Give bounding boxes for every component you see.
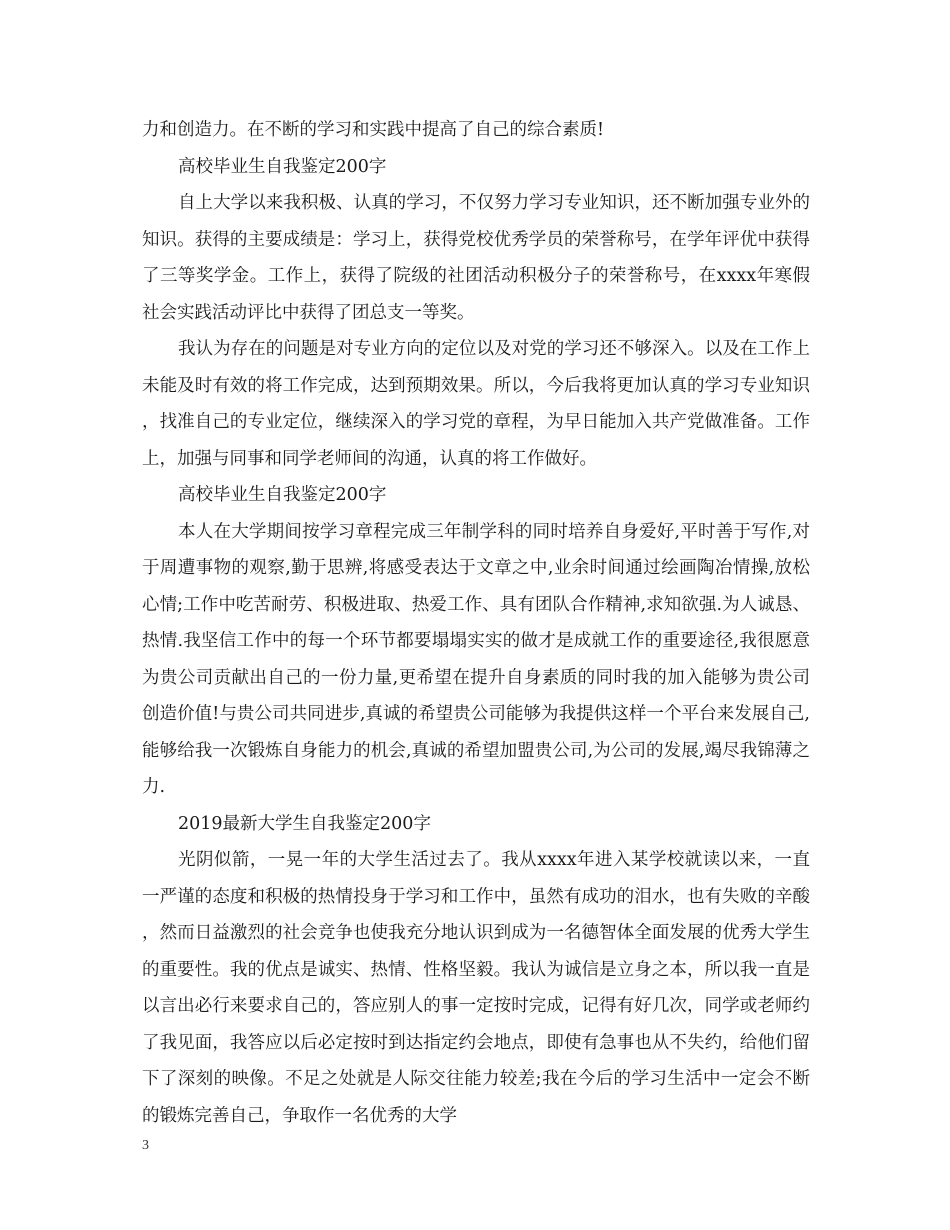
section-heading: 2019最新大学生自我鉴定200字 (178, 813, 431, 834)
section-heading: 高校毕业生自我鉴定200字 (178, 156, 387, 177)
section-heading: 高校毕业生自我鉴定200字 (178, 485, 387, 505)
page-number: 3 (142, 1138, 149, 1153)
document-body (142, 112, 810, 1134)
paragraph: 自上大学以来我积极、认真的学习，不仅努力学习专业知识，还不断加强专业外的知识。获得的主要成绩是：学习上，获得党校优秀学员的荣誉称号，在学年评优中获得了三等奖学金。工作上，获得了院级的社团活动积极分子的荣誉称号，在xxxx年寒假社会实践活动评比中获得了团总支一等奖。 (142, 193, 810, 323)
paragraph: 本人在大学期间按学习章程完成三年制学科的同时培养自身爱好,平时善于写作,对于周遭事物的观察,勤于思辨,将感受表达于文章之中,业余时间通过绘画陶冶情操,放松心情;工作中吃苦耐劳、积极进取、热爱工作、具有团队合作精神,求知欲强.为人诚恳、热情.我坚信工作中的每一个环节都要塌塌实实的做才是成就工作的重要途径,我很愿意为贵公司贡献出自己的一份力量,更希望在提升自身素质的同时我的加入能够为贵公司创造价值!与贵公司共同进步,真诚的希望贵公司能够为我提供这样一个平台来发展自己,能够给我一次锻炼自身能力的机会,真诚的希望加盟贵公司,为公司的发展,竭尽我锦薄之力. (142, 521, 810, 797)
paragraph-continuation: 力和创造力。在不断的学习和实践中提高了自己的综合素质! (142, 120, 605, 140)
paragraph: 光阴似箭，一晃一年的大学生活过去了。我从xxxx年进入某学校就读以来，一直一严谨的态度和积极的热情投身于学习和工作中，虽然有成功的泪水，也有失败的辛酸，然而日益激烈的社会竞争也使我充分地认识到成为一名德智体全面发展的优秀大学生的重要性。我的优点是诚实、热情、性格坚毅。我认为诚信是立身之本，所以我一直是以言出必行来要求自己的，答应别人的事一定按时完成，记得有好几次，同学或老师约了我见面，我答应以后必定按时到达指定约会地点，即使有急事也从不失约，给他们留下了深刻的映像。不足之处就是人际交往能力较差;我在今后的学习生活中一定会不断的锻炼完善自己，争取作一名优秀的大学 (142, 850, 810, 1126)
paragraph: 我认为存在的问题是对专业方向的定位以及对党的学习还不够深入。以及在工作上未能及时有效的将工作完成，达到预期效果。所以，今后我将更加认真的学习专业知识，找准自己的专业定位，继续深入的学习党的章程，为早日能加入共产党做准备。工作上，加强与同事和同学老师间的沟通，认真的将工作做好。 (142, 339, 810, 469)
